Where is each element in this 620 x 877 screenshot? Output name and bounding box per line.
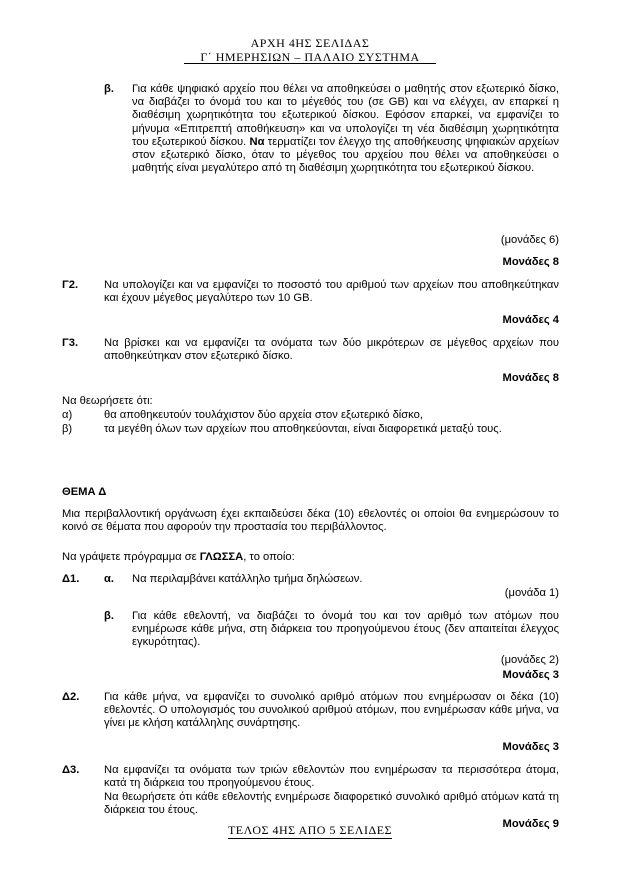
thema-d-program [62,551,295,564]
d1-label: Δ1. [62,573,80,585]
page-footer [0,823,620,838]
d1b-text: Για κάθε εθελοντή, να διαβάζει το όνομά του και τον αριθμό των ατόμων που ενημέρωσε κάθε μήνα, στη διάρκεια του προηγούμενου έτους (δεν απαιτείται έλεγχος εγκυρότητας). [132,610,559,649]
assume-b-label: β) [62,423,73,435]
g3-marks: Μονάδες 8 [502,372,559,384]
d3-marks: Μονάδες 9 [502,818,559,830]
header-underline [184,63,436,64]
d2-marks: Μονάδες 3 [502,741,559,753]
d1a-label: α. [104,573,114,585]
g1b-marks: Μονάδες 8 [502,256,559,268]
d1b-label: β. [104,610,114,622]
g1b-sub-marks: (μονάδες 6) [500,234,559,246]
g1b-label: β. [104,83,114,95]
d3-text: Να εμφανίζει τα ονόματα των τριών εθελοντών που ενημέρωσαν τα περισσότερα άτομα, κατά τη διάρκεια του προηγούμενου έτους. [104,764,559,790]
d1a-marks: (μονάδα 1) [504,587,559,599]
d2-text: Για κάθε μήνα, να εμφανίζει το συνολικό αριθμό ατόμων που ενημέρωσαν οι δέκα (10) εθελοντές. Ο υπολογισμός του συνολικού αριθμού ατόμων, που ενημέρωσαν κάθε μήνα, να γίνει με κλήση κατάλληλης συνάρτησης. [104,691,559,730]
g1b-text-part2: τερματίζει τον έλεγχο της αποθήκευσης ψηφιακών αρχείων στον εξωτερικό δίσκο, όταν το μέγεθος του αρχείου που θέλει να αποθηκεύσει ο μαθητής είναι μεγαλύτερο από τη διαθέσιμη χωρητικότητα του εξωτερικού δίσκου. [132,135,560,175]
program-text-before: Να γράψετε πρόγραμμα σε [62,551,197,563]
g1b-text [132,83,559,175]
assume-b-text: τα μεγέθη όλων των αρχείων που αποθηκεύονται, είναι διαφορετικά μεταξύ τους. [104,423,502,435]
header-exam-type: Γ΄ ΗΜΕΡΗΣΙΩΝ – ΠΑΛΑΙΟ ΣΥΣΤΗΜΑ [200,50,420,64]
program-language-name: ΓΛΩΣΣΑ [199,551,244,563]
g1b-text-bold: Να [249,135,265,148]
thema-d-intro: Μια περιβαλλοντική οργάνωση έχει εκπαιδεύσει δέκα (10) εθελοντές οι οποίοι θα ενημερώσουν το κοινό σε θέματα που αφορούν την προστασία του περιβάλλοντος. [62,508,559,534]
g2-label: Γ2. [62,279,79,291]
thema-d-title: ΘΕΜΑ Δ [62,486,107,498]
g3-text: Να βρίσκει και να εμφανίζει τα ονόματα των δύο μικρότερων σε μέγεθος αρχείων που αποθηκεύτηκαν στον εξωτερικό δίσκο. [104,337,559,363]
assume-a-label: α) [62,409,73,421]
d3-label: Δ3. [62,764,80,776]
d3-text-note: Να θεωρήσετε ότι κάθε εθελοντής ενημέρωσε διαφορετικό συνολικό αριθμό ατόμων κατά τη διάρκεια του έτους. [104,791,559,817]
footer-text: ΤΕΛΟΣ 4ΗΣ ΑΠΟ 5 ΣΕΛΙΔΕΣ [227,823,393,837]
header-page-start: ΑΡΧΗ 4ΗΣ ΣΕΛΙΔΑΣ [250,36,370,50]
program-text-after: , το οποίο: [243,551,295,563]
d1b-marks: (μονάδες 2) [500,654,559,666]
assume-intro: Να θεωρήσετε ότι: [62,395,153,407]
g1b-text-part1: Για κάθε ψηφιακό αρχείο που θέλει να αποθηκεύσει ο μαθητής στον εξωτερικό δίσκο, να διαβάζει το όνομά του και το μέγεθός του (σε GB) και να ελέγχει, αν επαρκεί η διαθέσιμη χωρητικότητα του εξωτερικού δίσκου. Εφόσον επαρκεί, να εμφανίζει το μήνυμα «Επιτρεπτή αποθήκευση» και να υπολογίζει τη νέα διαθέσιμη χωρητικότητα του εξωτερικού δίσκου. [132,83,559,148]
assume-a-text: θα αποθηκευτούν τουλάχιστον δύο αρχεία στον εξωτερικό δίσκο, [104,409,423,421]
g3-label: Γ3. [62,337,79,349]
d2-label: Δ2. [62,691,80,703]
g2-marks: Μονάδες 4 [502,314,559,326]
d1a-text: Να περιλαμβάνει κατάλληλο τμήμα δηλώσεων. [132,573,363,585]
d1-marks: Μονάδες 3 [502,669,559,681]
g2-text: Να υπολογίζει και να εμφανίζει το ποσοστό του αριθμού των αρχείων που αποθηκεύτηκαν και έχουν μέγεθος μεγαλύτερο των 10 GB. [104,279,559,305]
